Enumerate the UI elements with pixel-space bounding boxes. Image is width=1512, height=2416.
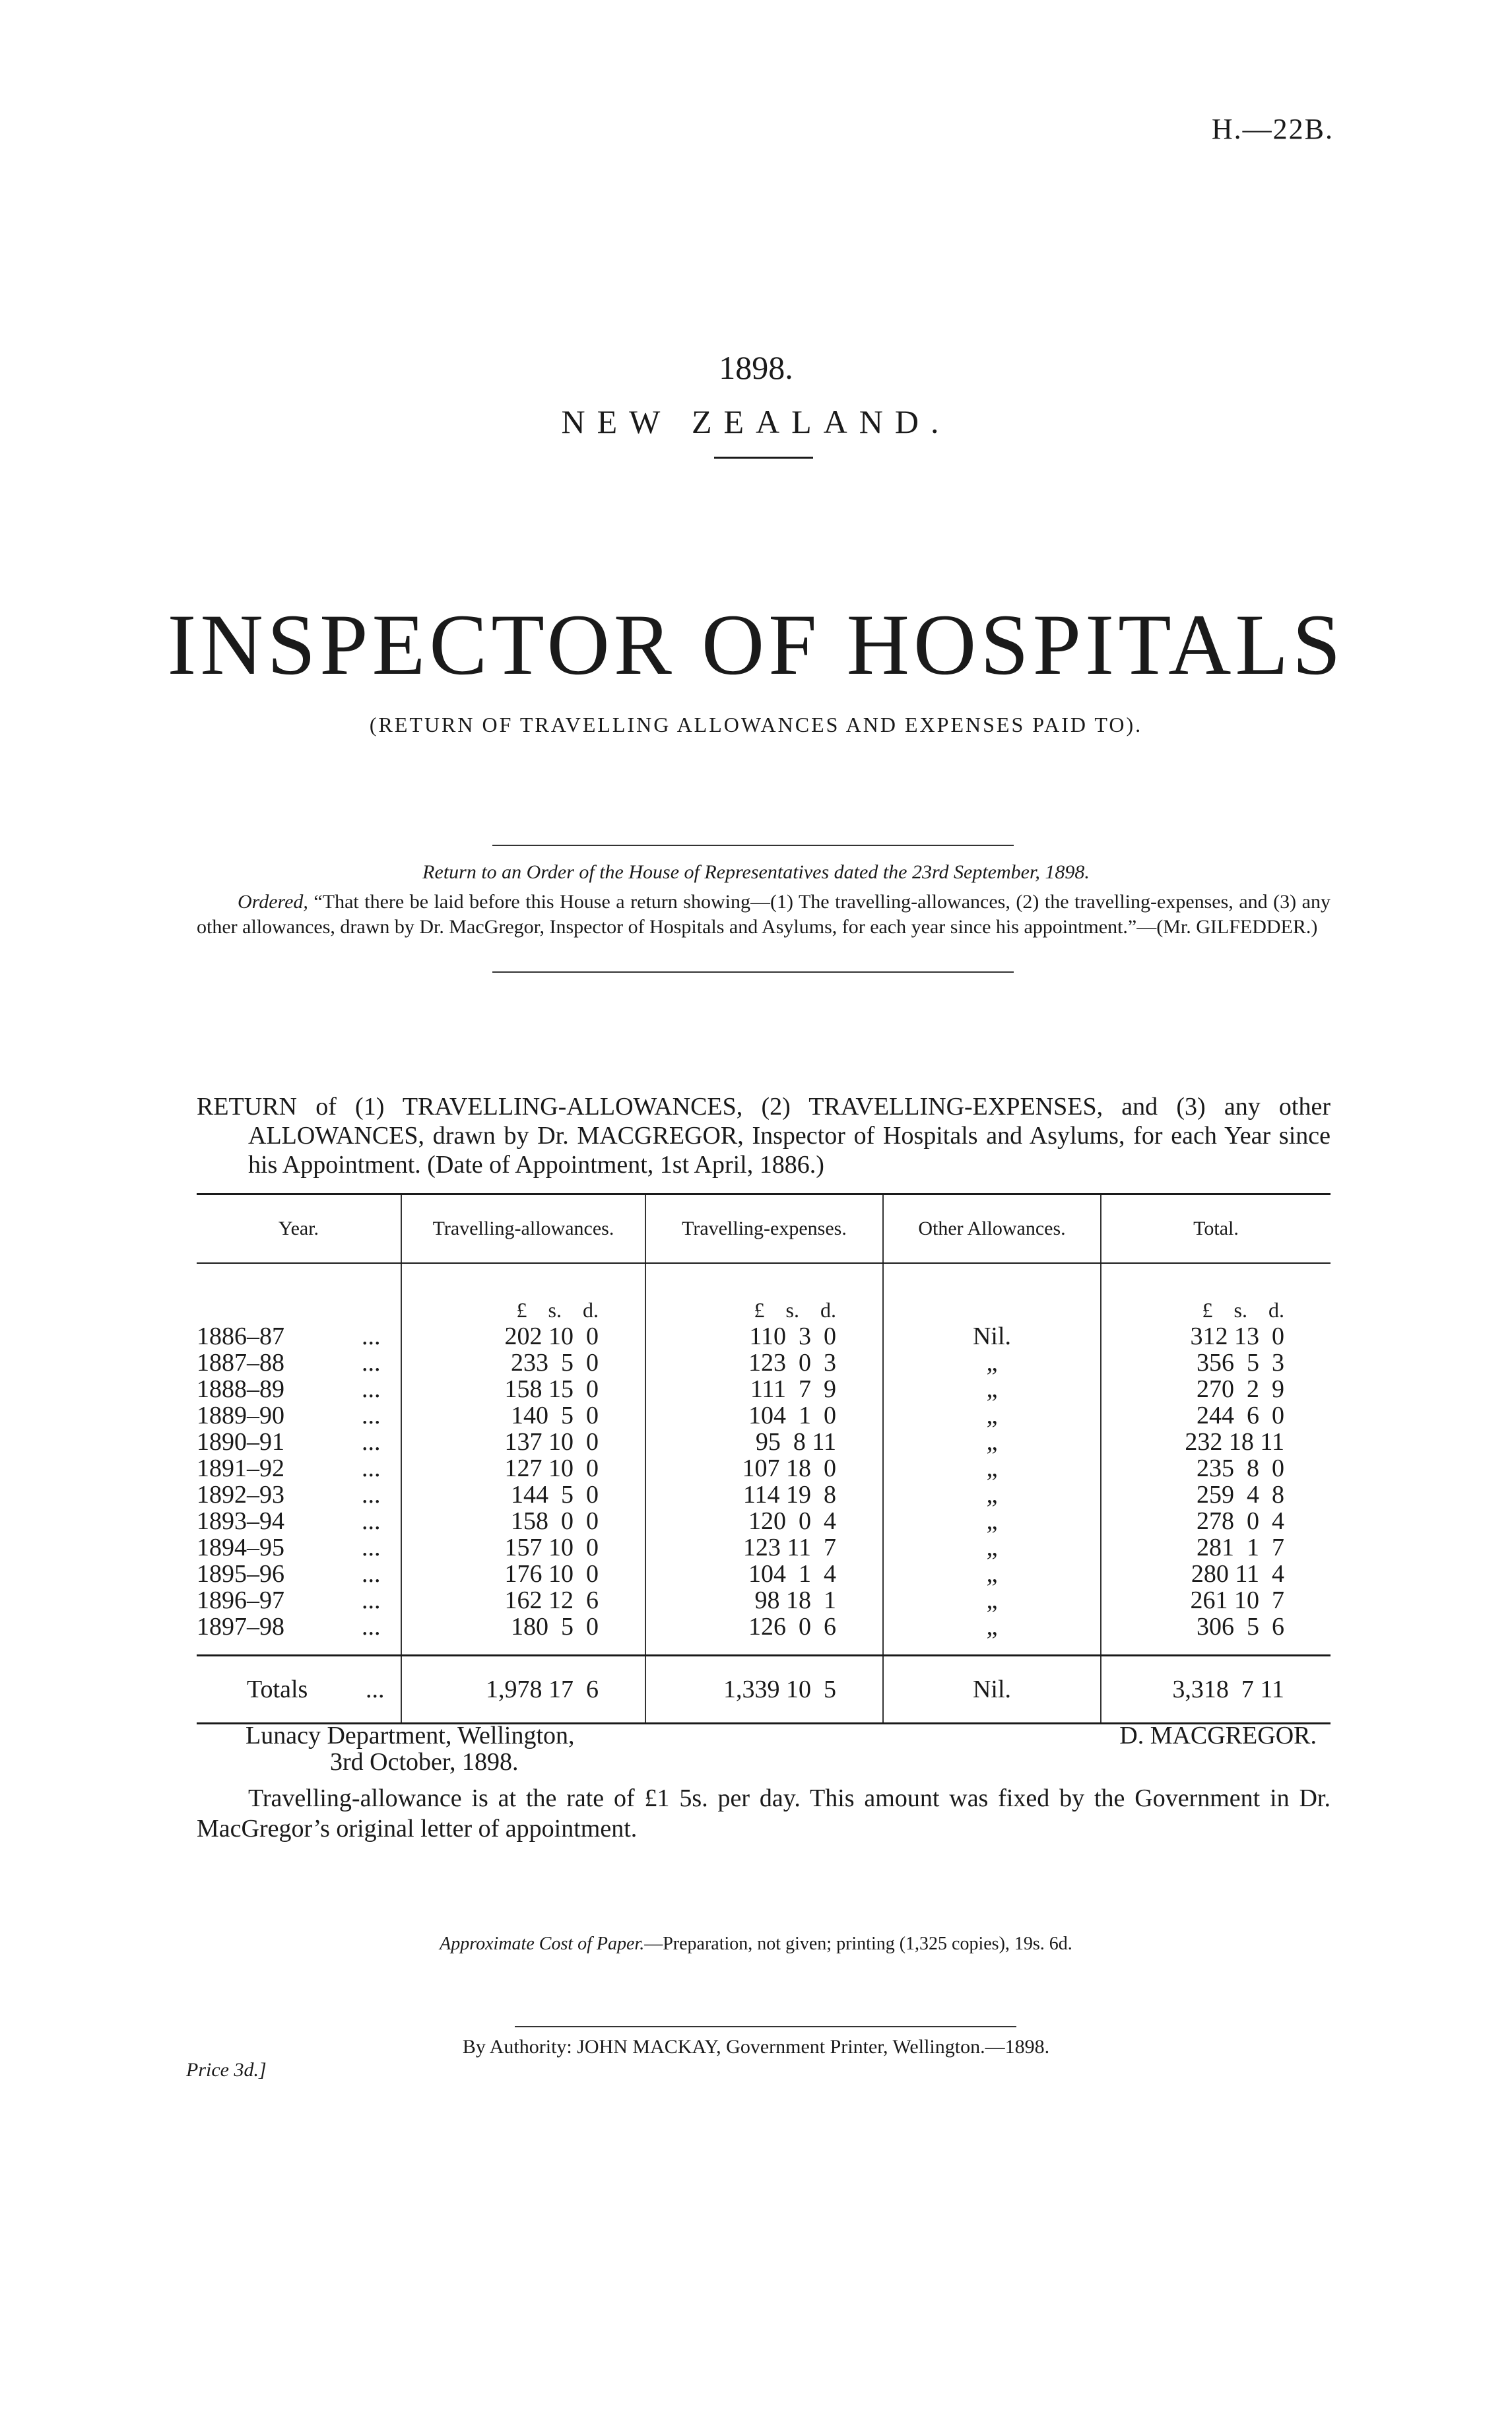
year-label: 1887–88 — [197, 1349, 284, 1377]
total-cell: 259 4 8 — [1101, 1482, 1331, 1508]
year-cell — [197, 1508, 401, 1534]
other-allowance-cell: „ — [883, 1561, 1101, 1587]
leader-dots: ... — [362, 1428, 381, 1456]
heading-divider — [714, 457, 813, 459]
expense-cell: 110 3 0 — [645, 1323, 883, 1350]
table-row — [197, 1614, 1331, 1640]
footer-rule — [515, 2026, 1016, 2027]
printer-authority: By Authority: JOHN MACKAY, Government Printer, Wellington.—1898. — [462, 2036, 1050, 2058]
ordered-label: Ordered, — [238, 891, 308, 913]
year-cell — [197, 1587, 401, 1614]
return-introduction — [197, 1092, 1331, 1179]
cost-label: Approximate Cost of Paper. — [440, 1934, 645, 1954]
expense-cell: 123 0 3 — [645, 1350, 883, 1376]
signature-place: Lunacy Department, Wellington, — [246, 1722, 575, 1749]
allowance-note: Travelling-allowance is at the rate of £1 5s. per day. This amount was fixed by the Government in Dr. MacGregor’s original letter of appointment. — [197, 1784, 1331, 1843]
price-label: Price 3d.] — [186, 2059, 267, 2081]
cost-text: —Preparation, not given; printing (1,325 copies), 19s. 6d. — [644, 1934, 1072, 1954]
year-cell — [197, 1402, 401, 1429]
allowance-cell: 140 5 0 — [401, 1402, 645, 1429]
other-allowance-cell: „ — [883, 1587, 1101, 1614]
year-label: 1894–95 — [197, 1534, 284, 1561]
unit-label: £ s. d. — [401, 1263, 645, 1323]
table-row — [197, 1482, 1331, 1508]
expense-cell: 104 1 0 — [645, 1402, 883, 1429]
total-allowances: 1,978 17 6 — [401, 1656, 645, 1724]
allowance-cell: 233 5 0 — [401, 1350, 645, 1376]
leader-dots: ... — [362, 1560, 381, 1588]
other-allowance-cell: „ — [883, 1482, 1101, 1508]
return-intro-text: RETURN of (1) TRAVELLING-ALLOWANCES, (2) TRAVELLING-EXPENSES, and (3) any other ALLOWANCES, drawn by Dr. MACGREGOR, Inspector of Hospitals and Asylums, for each Year since his Appointment. (Date of Appointment, 1st April, 1886.) — [197, 1093, 1331, 1179]
total-cell: 312 13 0 — [1101, 1323, 1331, 1350]
other-allowance-cell: „ — [883, 1350, 1101, 1376]
header-travelling-allowances: Travelling-allowances. — [401, 1194, 645, 1264]
leader-dots: ... — [362, 1322, 381, 1350]
year-label: 1888–89 — [197, 1375, 284, 1403]
table-row — [197, 1508, 1331, 1534]
table-row — [197, 1350, 1331, 1376]
allowance-cell: 176 10 0 — [401, 1561, 645, 1587]
year-cell — [197, 1534, 401, 1561]
total-cell: 356 5 3 — [1101, 1350, 1331, 1376]
allowance-cell: 144 5 0 — [401, 1482, 645, 1508]
year-label: 1897–98 — [197, 1613, 284, 1641]
leader-dots: ... — [362, 1402, 381, 1429]
table-row — [197, 1455, 1331, 1482]
year-cell — [197, 1376, 401, 1402]
total-cell: 278 0 4 — [1101, 1508, 1331, 1534]
order-top-rule — [492, 845, 1014, 846]
leader-dots: ... — [362, 1586, 381, 1614]
header-total: Total. — [1101, 1194, 1331, 1264]
header-year: Year. — [197, 1194, 401, 1264]
leader-dots: ... — [362, 1534, 381, 1561]
year-label: 1895–96 — [197, 1560, 284, 1588]
country-heading: NEW ZEALAND. — [561, 403, 951, 440]
totals-label-cell — [197, 1656, 401, 1724]
allowance-cell: 162 12 6 — [401, 1587, 645, 1614]
table-row — [197, 1402, 1331, 1429]
year-label: 1890–91 — [197, 1428, 284, 1456]
total-cell: 235 8 0 — [1101, 1455, 1331, 1482]
expense-cell: 98 18 1 — [645, 1587, 883, 1614]
grand-total: 3,318 7 11 — [1101, 1656, 1331, 1724]
signature-date: 3rd October, 1898. — [330, 1748, 519, 1776]
year-cell — [197, 1350, 401, 1376]
allowance-cell: 202 10 0 — [401, 1323, 645, 1350]
year-label: Totals — [247, 1676, 308, 1703]
expense-cell: 107 18 0 — [645, 1455, 883, 1482]
expense-cell: 126 0 6 — [645, 1614, 883, 1640]
expense-cell: 123 11 7 — [645, 1534, 883, 1561]
order-bottom-rule — [492, 971, 1014, 973]
leader-dots: ... — [362, 1454, 381, 1482]
table-header-row — [197, 1194, 1331, 1264]
year-label: 1886–87 — [197, 1322, 284, 1350]
table-row — [197, 1561, 1331, 1587]
document-subtitle: (RETURN OF TRAVELLING ALLOWANCES AND EXPENSES PAID TO). — [369, 713, 1143, 736]
currency-unit-row — [197, 1263, 1331, 1323]
order-body-text: “That there be laid before this House a return showing—(1) The travelling-allowances, (2) the travelling-expenses, and (3) any other allowances, drawn by Dr. MacGregor, Inspector of Hospitals and Asylums, for each year since his appointment.”—(Mr. GILFEDDER.) — [197, 891, 1331, 938]
other-allowance-cell: „ — [883, 1429, 1101, 1455]
allowance-cell: 127 10 0 — [401, 1455, 645, 1482]
other-allowance-cell: Nil. — [883, 1323, 1101, 1350]
spacer-row — [197, 1640, 1331, 1656]
table-row — [197, 1376, 1331, 1402]
leader-dots: ... — [362, 1349, 381, 1377]
total-expenses: 1,339 10 5 — [645, 1656, 883, 1724]
table-row — [197, 1587, 1331, 1614]
other-allowance-cell: „ — [883, 1402, 1101, 1429]
year-label: 1889–90 — [197, 1402, 284, 1429]
leader-dots: ... — [362, 1375, 381, 1403]
total-cell: 261 10 7 — [1101, 1587, 1331, 1614]
signatory-name: D. MACGREGOR. — [1119, 1722, 1317, 1749]
allowances-table — [197, 1193, 1331, 1724]
table-row — [197, 1323, 1331, 1350]
other-allowance-cell: „ — [883, 1534, 1101, 1561]
publication-year: 1898. — [719, 349, 793, 386]
expense-cell: 114 19 8 — [645, 1482, 883, 1508]
year-cell — [197, 1561, 401, 1587]
year-cell — [197, 1455, 401, 1482]
total-cell: 280 11 4 — [1101, 1561, 1331, 1587]
year-label: 1896–97 — [197, 1586, 284, 1614]
table-row — [197, 1534, 1331, 1561]
expense-cell: 104 1 4 — [645, 1561, 883, 1587]
expense-cell: 120 0 4 — [645, 1508, 883, 1534]
total-cell: 281 1 7 — [1101, 1534, 1331, 1561]
table-row — [197, 1429, 1331, 1455]
year-label: 1891–92 — [197, 1454, 284, 1482]
header-travelling-expenses: Travelling-expenses. — [645, 1194, 883, 1264]
allowance-cell: 137 10 0 — [401, 1429, 645, 1455]
total-cell: 232 18 11 — [1101, 1429, 1331, 1455]
year-cell — [197, 1614, 401, 1640]
expense-cell: 111 7 9 — [645, 1376, 883, 1402]
leader-dots: ... — [366, 1676, 385, 1703]
other-allowance-cell: „ — [883, 1455, 1101, 1482]
allowance-cell: 180 5 0 — [401, 1614, 645, 1640]
leader-dots: ... — [362, 1507, 381, 1535]
order-heading: Return to an Order of the House of Representatives dated the 23rd September, 1898. — [422, 861, 1090, 883]
header-other-allowances: Other Allowances. — [883, 1194, 1101, 1264]
cost-line — [0, 1934, 1512, 1955]
total-other: Nil. — [883, 1656, 1101, 1724]
unit-label: £ s. d. — [645, 1263, 883, 1323]
order-text — [197, 890, 1331, 940]
total-cell: 270 2 9 — [1101, 1376, 1331, 1402]
document-title: INSPECTOR OF HOSPITALS — [167, 596, 1345, 693]
total-cell: 244 6 0 — [1101, 1402, 1331, 1429]
other-allowance-cell: „ — [883, 1508, 1101, 1534]
year-label: 1892–93 — [197, 1481, 284, 1509]
expense-cell: 95 8 11 — [645, 1429, 883, 1455]
unit-label: £ s. d. — [1101, 1263, 1331, 1323]
allowance-cell: 158 15 0 — [401, 1376, 645, 1402]
leader-dots: ... — [362, 1481, 381, 1509]
other-allowance-cell: „ — [883, 1376, 1101, 1402]
totals-row — [197, 1656, 1331, 1724]
total-cell: 306 5 6 — [1101, 1614, 1331, 1640]
year-cell — [197, 1323, 401, 1350]
year-cell — [197, 1429, 401, 1455]
allowance-cell: 157 10 0 — [401, 1534, 645, 1561]
document-reference: H.—22B. — [1211, 113, 1334, 145]
leader-dots: ... — [362, 1613, 381, 1641]
other-allowance-cell: „ — [883, 1614, 1101, 1640]
year-label: 1893–94 — [197, 1507, 284, 1535]
allowance-cell: 158 0 0 — [401, 1508, 645, 1534]
year-cell — [197, 1482, 401, 1508]
